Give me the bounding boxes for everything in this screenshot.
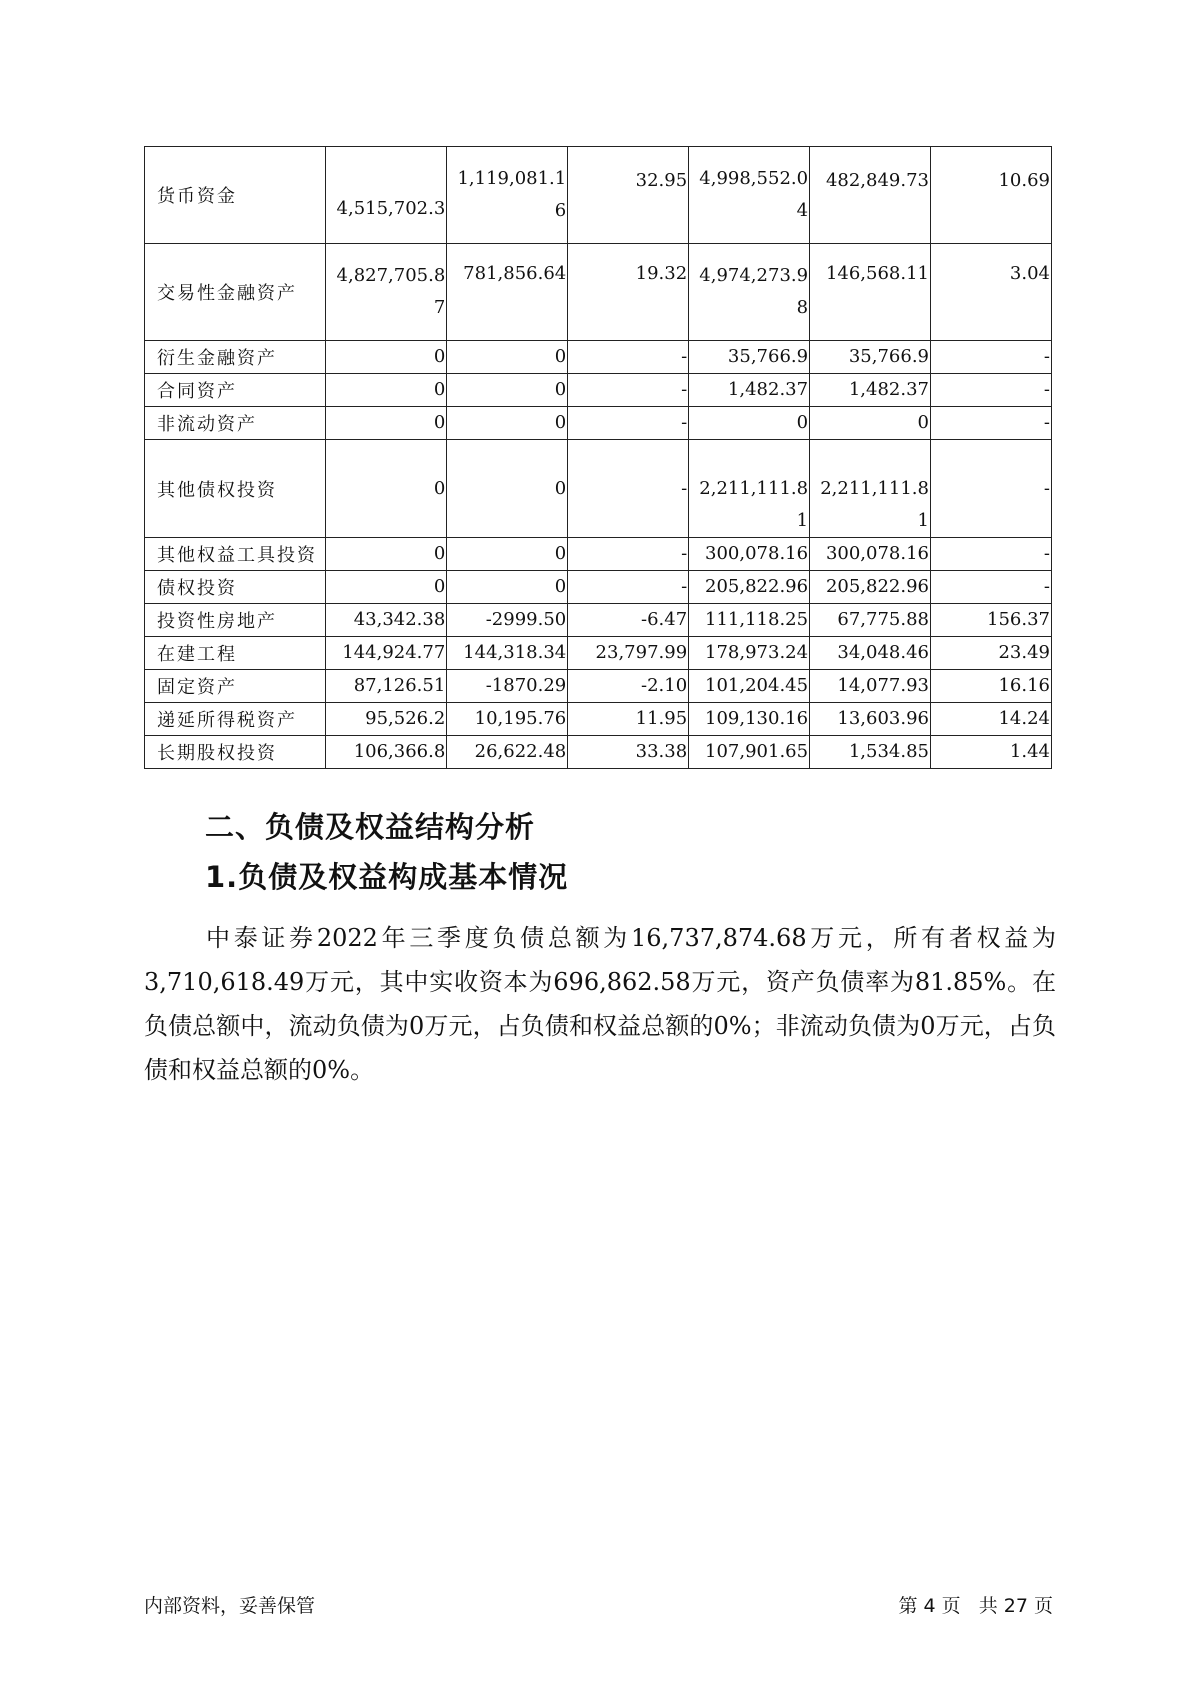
cell: 33.38 (568, 736, 689, 769)
cell: 23,797.99 (568, 637, 689, 670)
row-label: 在建工程 (145, 637, 326, 670)
cell: 2,211,111.81 (810, 440, 931, 538)
row-label: 非流动资产 (145, 407, 326, 440)
cell: 2,211,111.81 (689, 440, 810, 538)
cell: 14.24 (931, 703, 1052, 736)
cell: 13,603.96 (810, 703, 931, 736)
row-label: 衍生金融资产 (145, 341, 326, 374)
cell: 0 (326, 571, 447, 604)
cell: - (931, 374, 1052, 407)
cell: 205,822.96 (689, 571, 810, 604)
cell: 87,126.51 (326, 670, 447, 703)
cell: 1,534.85 (810, 736, 931, 769)
cell: 26,622.48 (447, 736, 568, 769)
table-row (145, 670, 1052, 703)
asset-table (144, 146, 1052, 769)
row-label: 其他债权投资 (145, 440, 326, 538)
table-row (145, 703, 1052, 736)
cell: 23.49 (931, 637, 1052, 670)
row-label: 交易性金融资产 (145, 244, 326, 341)
cell: 19.32 (568, 244, 689, 341)
cell: 144,318.34 (447, 637, 568, 670)
footer-confidential-note: 内部资料，妥善保管 (144, 1595, 316, 1617)
row-label: 固定资产 (145, 670, 326, 703)
row-label: 投资性房地产 (145, 604, 326, 637)
cell: 0 (326, 407, 447, 440)
cell: - (931, 341, 1052, 374)
cell: - (568, 571, 689, 604)
table-row (145, 637, 1052, 670)
table-row (145, 571, 1052, 604)
cell: 3.04 (931, 244, 1052, 341)
cell: 482,849.73 (810, 147, 931, 244)
cell: 0 (326, 440, 447, 538)
cell: 14,077.93 (810, 670, 931, 703)
cell: -6.47 (568, 604, 689, 637)
section-subheading: 1.负债及权益构成基本情况 (205, 860, 569, 894)
section-heading: 二、负债及权益结构分析 (205, 810, 536, 844)
cell: -1870.29 (447, 670, 568, 703)
table-row (145, 440, 1052, 538)
cell: 16.16 (931, 670, 1052, 703)
cell: 1,482.37 (810, 374, 931, 407)
cell: 10.69 (931, 147, 1052, 244)
cell: 0 (447, 440, 568, 538)
cell: 106,366.8 (326, 736, 447, 769)
table-row (145, 538, 1052, 571)
row-label: 长期股权投资 (145, 736, 326, 769)
footer-page-number: 第 4 页 共 27 页 (898, 1595, 1053, 1617)
cell: - (931, 538, 1052, 571)
cell: 1,482.37 (689, 374, 810, 407)
cell: 1,119,081.16 (447, 147, 568, 244)
cell: - (931, 407, 1052, 440)
cell: 1.44 (931, 736, 1052, 769)
cell: 0 (810, 407, 931, 440)
cell: 0 (447, 407, 568, 440)
cell: 32.95 (568, 147, 689, 244)
cell: - (568, 538, 689, 571)
row-label: 债权投资 (145, 571, 326, 604)
cell: 107,901.65 (689, 736, 810, 769)
cell: 0 (447, 341, 568, 374)
cell: 0 (326, 538, 447, 571)
cell: - (931, 440, 1052, 538)
cell: 35,766.9 (810, 341, 931, 374)
row-label: 递延所得税资产 (145, 703, 326, 736)
cell: 300,078.16 (689, 538, 810, 571)
cell: 4,515,702.3 (326, 147, 447, 244)
cell: 781,856.64 (447, 244, 568, 341)
row-label: 合同资产 (145, 374, 326, 407)
cell: 101,204.45 (689, 670, 810, 703)
row-label: 货币资金 (145, 147, 326, 244)
cell: 109,130.16 (689, 703, 810, 736)
cell: - (568, 374, 689, 407)
cell: 111,118.25 (689, 604, 810, 637)
cell: 34,048.46 (810, 637, 931, 670)
row-label: 其他权益工具投资 (145, 538, 326, 571)
table-row (145, 407, 1052, 440)
cell: 4,998,552.04 (689, 147, 810, 244)
cell: 43,342.38 (326, 604, 447, 637)
cell: 0 (447, 538, 568, 571)
cell: 144,924.77 (326, 637, 447, 670)
table-row (145, 147, 1052, 244)
cell: 0 (447, 374, 568, 407)
cell: 178,973.24 (689, 637, 810, 670)
cell: 146,568.11 (810, 244, 931, 341)
cell: 156.37 (931, 604, 1052, 637)
cell: - (568, 407, 689, 440)
cell: - (568, 440, 689, 538)
table-row (145, 374, 1052, 407)
cell: 4,827,705.87 (326, 244, 447, 341)
cell: 0 (689, 407, 810, 440)
cell: -2999.50 (447, 604, 568, 637)
cell: 11.95 (568, 703, 689, 736)
cell: 300,078.16 (810, 538, 931, 571)
table-row (145, 341, 1052, 374)
cell: 10,195.76 (447, 703, 568, 736)
table-row (145, 244, 1052, 341)
table-row (145, 736, 1052, 769)
cell: 67,775.88 (810, 604, 931, 637)
cell: - (931, 571, 1052, 604)
cell: 95,526.2 (326, 703, 447, 736)
cell: 0 (326, 341, 447, 374)
cell: 35,766.9 (689, 341, 810, 374)
cell: 205,822.96 (810, 571, 931, 604)
body-paragraph: 中泰证券2022年三季度负债总额为16,737,874.68万元，所有者权益为3,710,618.49万元，其中实收资本为696,862.58万元，资产负债率为81.85%。在负债总额中，流动负债为0万元，占负债和权益总额的0%；非流动负债为0万元，占负债和权益总额的0%。 (144, 924, 1056, 1084)
cell: 0 (326, 374, 447, 407)
cell: 4,974,273.98 (689, 244, 810, 341)
table-row (145, 604, 1052, 637)
cell: -2.10 (568, 670, 689, 703)
cell: - (568, 341, 689, 374)
cell: 0 (447, 571, 568, 604)
